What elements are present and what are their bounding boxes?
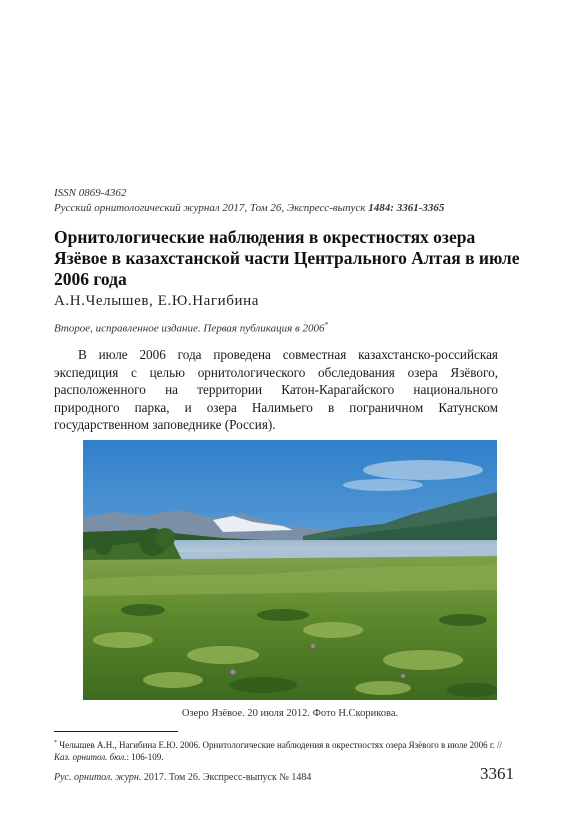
running-issue: 2017. Том 26. Экспресс-выпуск № 1484: [141, 772, 312, 783]
footnote-text-1: Челышев А.Н., Нагибина Е.Ю. 2006. Орнитологические наблюдения в окрестностях озера Язёвого в июле 2006 г. //: [57, 740, 503, 750]
journal-issue: 1484: [368, 202, 391, 214]
running-footer: [54, 772, 311, 783]
footnote-mark: *: [54, 740, 57, 746]
footnote-journal: Каз. орнитол. бюл.: [54, 752, 127, 762]
journal-prefix: Русский орнитологический журнал 2017, Том 26, Экспресс-выпуск: [54, 202, 369, 214]
lake-photo: [83, 440, 497, 700]
edition-note: [54, 321, 328, 335]
footnote-text-2: : 106-109.: [126, 752, 164, 762]
edition-note-text: Второе, исправленное издание. Первая публикация в 2006: [54, 322, 325, 335]
issn: ISSN 0869-4362: [54, 187, 127, 199]
journal-citation: [54, 202, 444, 214]
footnote: [54, 737, 504, 763]
footnote-rule: [54, 731, 178, 732]
photo-caption: Озеро Язёвое. 20 июля 2012. Фото Н.Скорикова.: [181, 708, 399, 719]
body-paragraph: В июле 2006 года проведена совместная казахстанско-российская экспедиция с целью орнитологического обследования озера Язёвого, расположенного на территории Катон-Карагайского национального природного парка, и озера Налимьего в пограничном Катунском государственном заповеднике (Россия).: [54, 347, 498, 433]
authors: А.Н.Челышев, Е.Ю.Нагибина: [54, 293, 260, 309]
page-number: 3361: [480, 764, 514, 783]
running-journal: Рус. орнитол. журн.: [54, 772, 142, 783]
edition-mark: *: [324, 321, 328, 329]
article-title: Орнитологические наблюдения в окрестностях озера Язёвое в казахстанской части Центрального Алтая в июле 2006 года: [54, 227, 520, 289]
journal-suffix: : 3361-3365: [390, 202, 445, 214]
